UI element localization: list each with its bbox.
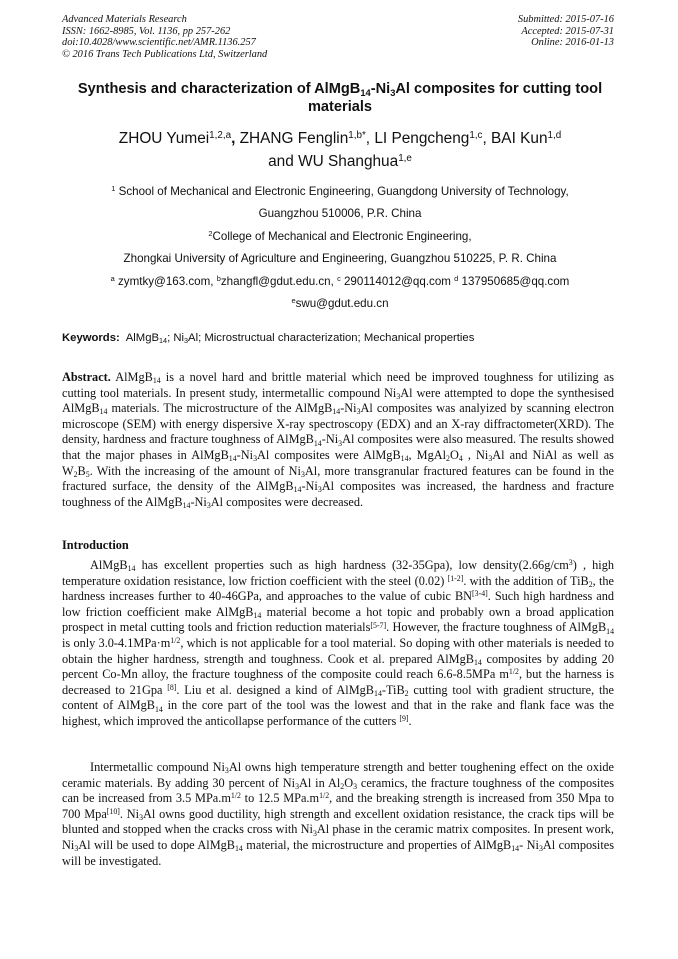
- email-mark: c: [337, 274, 341, 284]
- text-run: Al composites will be investigated.: [62, 837, 614, 868]
- subscript: 14: [293, 485, 302, 495]
- superscript: 1/2: [230, 791, 241, 801]
- journal-name: Advanced Materials Research: [62, 14, 187, 25]
- author-name: LI Pengcheng: [374, 130, 470, 147]
- text-run: is a novel hard and brittle material which need be improved toughness for utilizing as cutting tool materials. In present study, intermetallic compound Ni: [62, 370, 614, 400]
- subscript: 14: [253, 610, 262, 620]
- subscript: 3: [353, 781, 358, 791]
- text-run: is only 3.0-4.1MPa·m: [62, 635, 171, 650]
- author-affil-mark: 1,b*: [348, 130, 366, 142]
- subscript: 3: [356, 407, 361, 417]
- keyword-subscript: 3: [184, 336, 189, 346]
- affiliations: [62, 181, 618, 315]
- author-line-2: [62, 150, 618, 173]
- subscript: 3: [317, 485, 322, 495]
- author-affil-mark: 1,e: [398, 153, 412, 165]
- affiliation-2-line-1: [62, 226, 618, 248]
- superscript: 1/2: [508, 667, 519, 677]
- subscript: 3: [338, 438, 343, 448]
- text-run: -TiB: [381, 682, 405, 697]
- text-run: AlMgB: [90, 558, 128, 572]
- subscript: 14: [127, 564, 136, 574]
- author-line-1: [62, 127, 618, 150]
- affil-mark: 2: [208, 229, 213, 239]
- keyword-text: Al; Microstructual characterization; Mechanical properties: [188, 332, 475, 344]
- subscript: 2: [588, 579, 593, 589]
- author-affil-mark: 1,2,a: [209, 130, 232, 142]
- text-run: Al composites were also measured. The results showed that the major phases in AlMgB: [62, 432, 614, 462]
- text-run: ) , high temperature oxidation resistance, low friction coefficient with the steel (0.02): [62, 558, 614, 588]
- text-run: -Ni: [340, 401, 357, 416]
- text-run: material, the microstructure and properties of AlMgB: [242, 837, 512, 852]
- text-run: O: [344, 775, 354, 790]
- text-run: ceramics, the fracture toughness of the composites can be increased from 3.5 MPa.m: [62, 775, 614, 806]
- text-run: Al composites were AlMgB: [257, 447, 401, 462]
- superscript: [1-2]: [447, 573, 464, 583]
- subscript: 14: [182, 500, 191, 510]
- subscript: 14: [99, 407, 108, 417]
- text-run: O: [449, 447, 459, 462]
- subscript: 2: [404, 688, 409, 698]
- intro-paragraph-1: [62, 558, 614, 730]
- text-run: B: [77, 463, 86, 478]
- submitted-date: Submitted: 2015-07-16: [517, 14, 614, 25]
- text-run: , but the harness is decreased to 21Gpa: [62, 667, 614, 697]
- author-list: [62, 127, 618, 173]
- text-run: , MgAl: [408, 447, 447, 462]
- text-run: Al composites were decreased.: [210, 494, 364, 509]
- author-separator: ,: [482, 130, 492, 147]
- text-run: AlMgB: [110, 370, 153, 384]
- subscript: 2: [446, 454, 450, 464]
- subscript: 14: [228, 454, 237, 464]
- email-mark: d: [454, 274, 459, 284]
- email-link[interactable]: swu@gdut.edu.cn: [295, 297, 389, 311]
- author-separator: ,: [365, 130, 375, 147]
- subscript: 14: [374, 688, 382, 698]
- dates-info: [518, 14, 614, 49]
- email-mark: e: [291, 296, 296, 306]
- abstract-label: Abstract.: [62, 370, 111, 384]
- subscript: 3: [139, 812, 143, 822]
- text-run: -Ni: [236, 447, 254, 462]
- text-run: Al were attempted to dope the synthesised AlMgB: [62, 385, 615, 416]
- text-run: . However, the fracture toughness of AlMgB: [386, 620, 607, 635]
- text-run: Al, more transgranular fractured features can be found in the fractured surface, the density of the AlMgB: [62, 463, 614, 494]
- text-run: .: [408, 713, 412, 728]
- text-run: Al and NiAl as well as W: [62, 447, 614, 478]
- online-date: Online: 2016-01-13: [531, 37, 614, 49]
- subscript: 3: [253, 454, 257, 464]
- text-run: . Ni: [119, 806, 140, 821]
- text-run: to 12.5 MPa.m: [240, 791, 320, 806]
- text-run: , and the breaking strength is increased from 350 Mpa to 700 Mpa: [62, 791, 614, 821]
- keywords: [62, 330, 618, 346]
- subscript: 3: [312, 828, 317, 838]
- text-run: Al composites was increased, the hardness and fracture toughness of the AlMgB: [62, 479, 614, 509]
- subscript: 14: [400, 454, 409, 464]
- subscript: 14: [154, 704, 163, 714]
- text-run: , the hardness increases further to 40-46GPa, and approaches to the value of cubic BN: [62, 573, 615, 604]
- subscript: 14: [511, 844, 520, 854]
- title-part: Synthesis and characterization of AlMgB: [77, 81, 361, 97]
- affil-mark: 1: [111, 184, 116, 194]
- text-run: . Liu et al. designed a kind of AlMgB: [176, 682, 375, 697]
- subscript: 14: [332, 407, 341, 417]
- subscript: 3: [224, 766, 229, 776]
- superscript: 1/2: [170, 636, 181, 646]
- email-link[interactable]: zhangfl@gdut.edu.cn,: [220, 274, 338, 288]
- email-link[interactable]: zymtky@163.com,: [114, 274, 217, 288]
- text-run: . Such high hardness and low friction coefficient make AlMgB: [62, 589, 614, 619]
- text-run: Al phase in the ceramic matrix composites. In present work, Ni: [62, 822, 615, 852]
- affil-text: School of Mechanical and Electronic Engineering, Guangdong University of Technology,: [115, 185, 569, 198]
- subscript: 14: [606, 626, 615, 636]
- affiliation-1-line-1: [62, 181, 618, 203]
- author-affil-mark: 1,d: [547, 130, 562, 142]
- superscript: 1/2: [319, 791, 330, 801]
- text-run: Al owns good ductility, high strength and excellent oxidation resistance, the crack tips will be blunted and stopped when the cracks cross with Ni: [62, 806, 614, 837]
- author-name: ZHOU Yumei: [118, 130, 210, 147]
- text-run: -Ni: [321, 432, 339, 447]
- text-run: cutting tool with gradient structure, the content of AlMgB: [62, 682, 614, 713]
- affiliation-1-line-2: Guangzhou 510006, P.R. China: [258, 207, 422, 221]
- text-run: composites by adding 20 percent Co-Mn alloy, the fracture toughness of the composite could reach 6.6-8.5MPa m: [62, 651, 614, 682]
- journal-info: [62, 14, 267, 60]
- text-run: . With the increasing of the amount of Ni: [89, 463, 301, 478]
- subscript: 14: [473, 657, 482, 667]
- abstract-body: [62, 370, 614, 509]
- email-line: [62, 271, 618, 293]
- text-run: -Ni: [190, 494, 207, 509]
- text-run: Al in Al: [299, 775, 341, 790]
- copyright-line: © 2016 Trans Tech Publications Ltd, Switzerland: [62, 48, 268, 60]
- text-run: in the core part of the tool was the lowest and that in the rake and flank face was the highest, which improved the anticollapse performance of the cutters: [62, 698, 614, 728]
- author-name: and WU Shanghua: [268, 153, 399, 170]
- intro-paragraph-2: [62, 760, 614, 869]
- keyword-text: ; Ni: [167, 332, 185, 344]
- text-run: material become a hot topic and probably own a broad application prospect in metal cutting tools and friction reduction materials: [62, 604, 614, 635]
- subscript: 5: [85, 469, 90, 479]
- subscript: 2: [73, 469, 78, 479]
- text-run: . with the addition of TiB: [463, 573, 589, 588]
- text-run: - Ni: [519, 837, 539, 852]
- author-separator: ,: [231, 130, 240, 147]
- subscript: 3: [206, 500, 211, 510]
- subscript: 14: [152, 376, 161, 386]
- paper-title: [62, 80, 618, 116]
- superscript: 3: [568, 558, 573, 568]
- superscript: [3-4]: [472, 589, 488, 599]
- text-run: Al owns high temperature strength and better toughening effect on the oxide ceramic materials. By adding 30 percent of Ni: [62, 760, 614, 790]
- text-run: -Ni: [301, 479, 318, 494]
- superscript: [9]: [399, 714, 409, 724]
- subscript: 3: [300, 469, 305, 479]
- keyword-text: AlMgB: [125, 332, 160, 344]
- title-subscript: 14: [360, 87, 371, 98]
- text-run: Al will be used to dope AlMgB: [78, 837, 235, 852]
- subscript: 3: [74, 844, 79, 854]
- title-part: Al composites for cutting tool materials: [307, 81, 603, 115]
- subscript: 14: [234, 844, 243, 854]
- subscript: 14: [313, 438, 322, 448]
- superscript: [10]: [106, 807, 120, 817]
- subscript: 4: [458, 454, 463, 464]
- text-run: Al composites was analyized by scanning electron microscope (SEM) with energy dispersive X-ray spectroscopy (EDX) and an X-ray diffractometer(XRD). The density, hardness and fracture toughness of AlMgB: [62, 401, 614, 447]
- subscript: 3: [488, 454, 493, 464]
- text-run: , Ni: [462, 447, 489, 462]
- text-run: has excellent properties such as high hardness (32-35Gpa), low density(2.66g/cm: [135, 558, 569, 572]
- superscript: [8]: [167, 682, 177, 692]
- subscript: 3: [295, 781, 299, 791]
- author-name: BAI Kun: [491, 130, 548, 147]
- subscript: 3: [538, 844, 543, 854]
- superscript: [5-7]: [370, 620, 387, 630]
- text-run: , which is not applicable for a tool material. So doping with other materials is needed to obtain the higher hardness, strength and toughness. Cook et al. prepared AlMgB: [62, 635, 614, 666]
- keywords-label: Keywords:: [62, 332, 120, 344]
- author-affil-mark: 1,c: [469, 130, 483, 142]
- affiliation-2-line-2: Zhongkai University of Agriculture and Engineering, Guangzhou 510225, P. R. China: [123, 252, 557, 266]
- title-part: -Ni: [370, 81, 391, 97]
- abstract: [62, 370, 614, 510]
- author-name: ZHANG Fenglin: [239, 130, 349, 147]
- email-line-2: [62, 293, 618, 315]
- title-subscript: 3: [390, 87, 396, 98]
- section-heading-introduction: Introduction: [62, 538, 129, 552]
- text-run: Intermetallic compound Ni: [90, 760, 225, 774]
- email-mark: b: [216, 274, 221, 284]
- email-link[interactable]: 137950685@qq.com: [458, 274, 570, 288]
- text-run: materials. The microstructure of the AlMgB: [107, 401, 333, 416]
- affil-text: College of Mechanical and Electronic Engineering,: [212, 229, 472, 243]
- email-mark: a: [110, 274, 115, 284]
- keyword-subscript: 14: [159, 336, 168, 346]
- subscript: 3: [396, 391, 401, 401]
- email-link[interactable]: 290114012@qq.com: [340, 274, 455, 288]
- subscript: 2: [340, 781, 345, 791]
- issn-line: ISSN: 1662-8985, Vol. 1136, pp 257-262: [62, 25, 231, 37]
- accepted-date: Accepted: 2015-07-31: [521, 25, 614, 37]
- doi-line: doi:10.4028/www.scientific.net/AMR.1136.257: [62, 37, 256, 49]
